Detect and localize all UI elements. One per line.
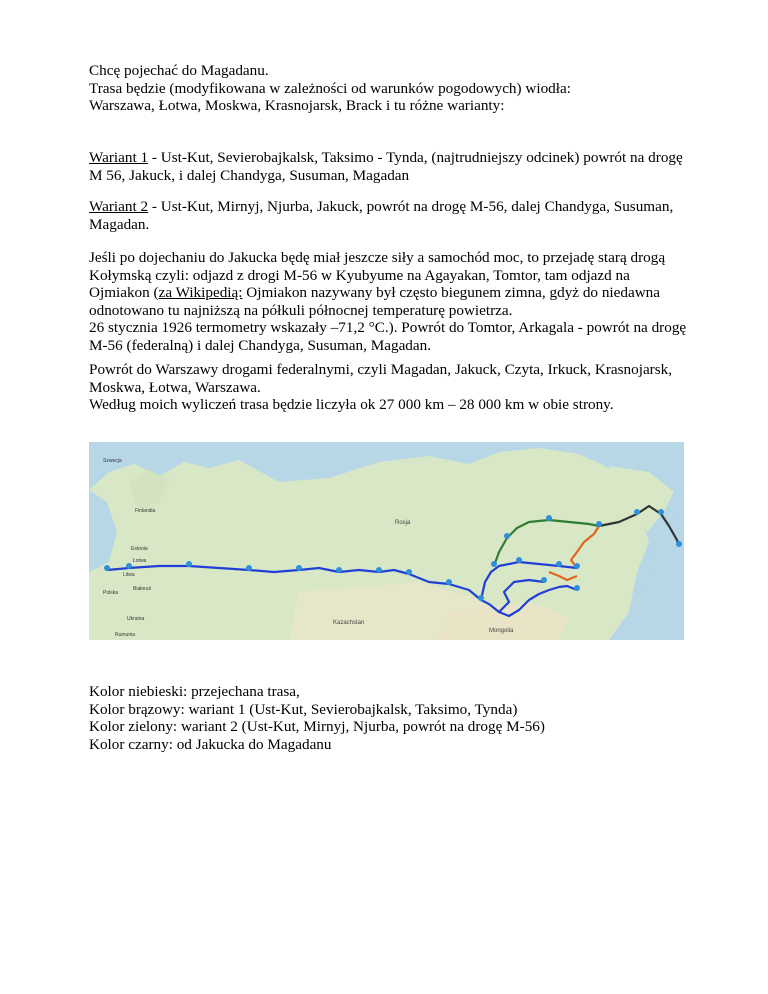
variant2-label: Wariant 2 — [89, 198, 149, 215]
pin-icon — [104, 565, 110, 571]
route-map-svg — [89, 442, 684, 640]
map-label-kazakhstan: Kazachstan — [333, 620, 365, 626]
return-paragraph — [89, 361, 689, 414]
variant1-label: Wariant 1 — [89, 149, 149, 166]
map-label-russia: Rosja — [395, 520, 411, 526]
pin-icon — [446, 579, 452, 585]
pin-icon — [574, 585, 580, 591]
legend-block — [89, 683, 689, 753]
map-label-lithuania: Litwa — [123, 572, 135, 578]
variant2-paragraph — [89, 198, 689, 233]
map-label-ukraine: Ukraina — [127, 616, 145, 622]
legend-green: Kolor zielony: wariant 2 (Ust-Kut, Mirnyj, Njurba, powrót na drogę M-56) — [89, 718, 545, 736]
intro-line: Chcę pojechać do Magadanu. — [89, 62, 269, 79]
map-label-romania: Rumunia — [115, 632, 136, 638]
variant2-text: - Ust-Kut, Mirnyj, Njurba, Jakuck, powrót na drogę M-56, dalej Chandyga, Susuman, Magadan. — [89, 198, 674, 233]
pin-icon — [596, 521, 602, 527]
pin-icon — [186, 561, 192, 567]
pin-icon — [541, 577, 547, 583]
variant1-text: - Ust-Kut, Sevierobajkalsk, Taksimo - Tynda, (najtrudniejszy odcinek) powrót na drogę M 56, Jakuck, i dalej Chandyga, Susuman, Magadan — [89, 149, 683, 184]
pin-icon — [296, 565, 302, 571]
pin-icon — [546, 515, 552, 521]
map-label-estonia: Estonia — [131, 546, 148, 552]
pin-icon — [516, 557, 522, 563]
map-label-sweden: Szwecja — [103, 458, 122, 464]
pin-icon — [376, 567, 382, 573]
pin-icon — [658, 509, 664, 515]
legend-black: Kolor czarny: od Jakucka do Magadanu — [89, 735, 332, 753]
legend-blue: Kolor niebieski: przejechana trasa, — [89, 683, 300, 700]
pin-icon — [504, 533, 510, 539]
wikipedia-link[interactable]: za Wikipedią: — [158, 284, 243, 302]
pin-icon — [634, 509, 640, 515]
pin-icon — [246, 565, 252, 571]
pin-icon — [574, 563, 580, 569]
pin-icon — [406, 569, 412, 575]
map-label-poland: Polska — [103, 590, 119, 596]
intro-line: Warszawa, Łotwa, Moskwa, Krasnojarsk, Brack i tu różne warianty: — [89, 97, 505, 115]
pin-icon — [491, 561, 497, 567]
kolyma-text: Ojmiakon nazywany był często biegunem zimna, gdyż do niedawna odnotowano tu najniższą na półkuli północnej temperaturę powietrza. — [89, 284, 661, 319]
map-label-belarus: Białoruś — [133, 586, 152, 592]
intro-line: Trasa będzie (modyfikowana w zależności od warunków pogodowych) wiodła: — [89, 79, 571, 97]
map-label-mongolia: Mongolia — [489, 628, 514, 634]
pin-icon — [676, 541, 682, 547]
kolyma-text: 26 stycznia 1926 termometry wskazały –71,2 °C.). Powrót do Tomtor, Arkagala - powrót na drogę M-56 (federalną) i dalej Chandyga, Susuman, Magadan. — [89, 319, 687, 354]
intro-block — [89, 62, 689, 115]
pin-icon — [478, 595, 484, 601]
variant1-paragraph — [89, 149, 689, 184]
route-map — [89, 442, 684, 640]
return-text: Powrót do Warszawy drogami federalnymi, czyli Magadan, Jakuck, Czyta, Irkuck, Krasnojarsk, Moskwa, Łotwa, Warszawa. — [89, 361, 673, 396]
legend-brown: Kolor brązowy: wariant 1 (Ust-Kut, Sevierobajkalsk, Taksimo, Tynda) — [89, 700, 518, 718]
distance-text: Według moich wyliczeń trasa będzie liczyła ok 27 000 km – 28 000 km w obie strony. — [89, 396, 614, 414]
map-label-finland: Finlandia — [135, 508, 156, 514]
map-label-latvia: Łotwa — [133, 558, 147, 564]
pin-icon — [336, 567, 342, 573]
kolyma-text: Jeśli po dojechaniu do Jakucka będę miał jeszcze siły a samochód moc, to przejadę starą drogą Kołymską czyli: odjazd z drogi M-56 w Kyubyume na Agayakan, Tomtor, tam odjazd na Ojmiakon ( — [89, 249, 666, 302]
pin-icon — [126, 563, 132, 569]
kolyma-paragraph — [89, 249, 689, 355]
pin-icon — [556, 561, 562, 567]
